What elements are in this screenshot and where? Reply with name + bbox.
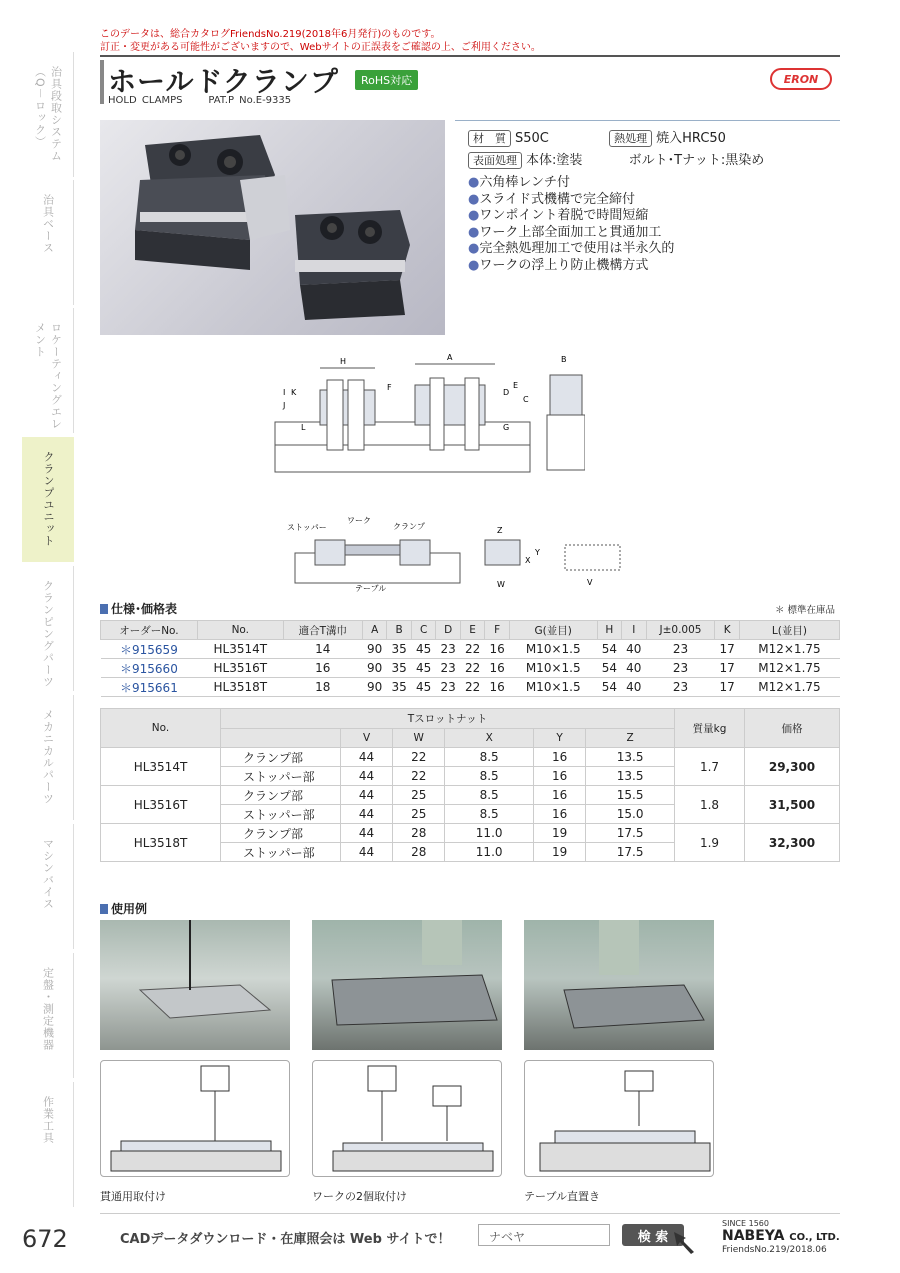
nut-price: 31,500 xyxy=(745,786,840,824)
nut-mass: 1.7 xyxy=(675,748,745,786)
hold-clamp-image xyxy=(100,120,445,335)
spec-cell: 54 xyxy=(597,678,621,697)
spec-cell: 90 xyxy=(362,659,386,678)
sidebar-item-measuring[interactable]: 定盤・測定機器 xyxy=(22,953,74,1078)
nut-sub-header: Y xyxy=(534,729,586,748)
example-photo-3 xyxy=(524,920,714,1050)
spec-cell: 17 xyxy=(715,678,739,697)
notice-line-2: 訂正・変更がある可能性がございますので、Webサイトの正誤表をご確認の上、ご利用ください。 xyxy=(100,42,541,53)
spec-table-header: K xyxy=(715,621,739,640)
spec-cell: 23 xyxy=(646,659,715,678)
nut-dim-cell: 11.0 xyxy=(445,843,534,862)
example-diagram-3 xyxy=(524,1060,714,1177)
cad-download-text: CADデータダウンロード・在庫照会は Web サイトで！ xyxy=(120,1232,451,1247)
spec-cell: 40 xyxy=(622,678,646,697)
spec-table-title: 仕様･価格表 xyxy=(100,600,177,617)
dim-label-j: J xyxy=(283,401,286,410)
label-work: ワーク xyxy=(347,516,371,525)
spec-cell: 45 xyxy=(411,640,435,659)
dim-label-g: G xyxy=(503,423,510,432)
nut-dim-cell: 15.0 xyxy=(586,805,675,824)
spec-table xyxy=(100,620,840,697)
spec-table-header: G(並目) xyxy=(509,621,597,640)
spec-cell: 23 xyxy=(646,640,715,659)
page-title: ホールドクランプ xyxy=(108,65,339,98)
nut-dim-cell: 16 xyxy=(534,767,586,786)
title-top-rule xyxy=(100,55,840,57)
dimension-drawing xyxy=(265,350,585,485)
feature-item: ●スライド式機構で完全締付 xyxy=(468,191,635,207)
spec-table-row xyxy=(101,640,840,659)
order-no-link[interactable]: ＊915660 xyxy=(101,659,198,678)
nut-sub-header: V xyxy=(341,729,393,748)
nut-part-name: ストッパー部 xyxy=(221,805,341,824)
spec-cell: 45 xyxy=(411,678,435,697)
nut-model-no: HL3518T xyxy=(101,824,221,862)
heat-value: 焼入HRC50 xyxy=(656,131,726,146)
dim-label-i: I xyxy=(283,388,286,397)
spec-table-row xyxy=(101,678,840,697)
dim-label-a: A xyxy=(447,353,453,362)
caption-3: テーブル直置き xyxy=(524,1190,601,1203)
nut-dim-cell: 44 xyxy=(341,767,393,786)
th-part-blank xyxy=(221,729,341,748)
material-label: 材 質 xyxy=(468,130,511,147)
nut-dim-cell: 11.0 xyxy=(445,824,534,843)
spec-table-header: H xyxy=(597,621,621,640)
spec-cell: 16 xyxy=(485,659,509,678)
nut-table-row xyxy=(101,786,840,805)
nut-dim-cell: 15.5 xyxy=(586,786,675,805)
company-suffix: CO., LTD. xyxy=(789,1232,840,1243)
feature-item: ●完全熱処理加工で使用は半永久的 xyxy=(468,241,675,256)
spec-cell: M12×1.75 xyxy=(739,659,839,678)
sidebar-item-jig-base[interactable]: 治具ベース xyxy=(22,180,74,305)
subtitle-en: HOLD CLAMPS xyxy=(108,95,183,106)
th-mass: 質量kg xyxy=(675,709,745,748)
spec-block xyxy=(468,128,764,172)
examples-title: 使用例 xyxy=(100,900,147,917)
dim-label-b: B xyxy=(561,355,567,364)
nut-dim-cell: 17.5 xyxy=(586,824,675,843)
stock-note: ＊ 標準在庫品 xyxy=(775,605,836,616)
surface-value-2: ボルト･Tナット:黒染め xyxy=(628,153,765,168)
nut-dim-cell: 22 xyxy=(393,767,445,786)
spec-cell: 16 xyxy=(485,678,509,697)
spec-table-header: L(並目) xyxy=(739,621,839,640)
heat-label: 熱処理 xyxy=(609,130,652,147)
dim-label-c: C xyxy=(523,395,529,404)
nut-part-name: クランプ部 xyxy=(221,748,341,767)
sidebar-item-mechanical[interactable]: メカニカルパーツ xyxy=(22,695,74,820)
caption-1: 貫通用取付け xyxy=(100,1190,166,1203)
spec-cell: M12×1.75 xyxy=(739,678,839,697)
spec-table-header: E xyxy=(460,621,484,640)
dim-label-h: H xyxy=(340,357,347,366)
eron-logo: ERON xyxy=(770,68,832,90)
nut-dim-cell: 13.5 xyxy=(586,748,675,767)
dim-label-e: E xyxy=(513,381,519,390)
dim-label-z: Z xyxy=(497,526,503,535)
spec-cell: M12×1.75 xyxy=(739,640,839,659)
label-table: テーブル xyxy=(355,584,387,593)
spec-table-row xyxy=(101,659,840,678)
nut-dim-cell: 17.5 xyxy=(586,843,675,862)
spec-divider xyxy=(455,120,840,121)
caption-2: ワークの2個取付け xyxy=(312,1190,407,1203)
label-clamp: クランプ xyxy=(393,522,425,531)
example-photo-2 xyxy=(312,920,502,1050)
rohs-badge: RoHS対応 xyxy=(355,70,418,90)
spec-cell: HL3514T xyxy=(197,640,283,659)
dim-label-d: D xyxy=(503,388,510,397)
spec-cell: 54 xyxy=(597,659,621,678)
dim-label-y: Y xyxy=(535,548,540,557)
sidebar-item-clamping-parts[interactable]: クランピングパーツ xyxy=(22,566,74,691)
patent-no: PAT.P No.E-9335 xyxy=(208,95,292,106)
spec-cell: 90 xyxy=(362,678,386,697)
th-no: No. xyxy=(101,709,221,748)
spec-table-header: オーダーNo. xyxy=(101,621,198,640)
nut-sub-header: Z xyxy=(586,729,675,748)
nut-part-name: クランプ部 xyxy=(221,786,341,805)
spec-cell: 23 xyxy=(436,659,460,678)
spec-cell: 14 xyxy=(283,640,362,659)
dim-label-k: K xyxy=(291,388,297,397)
spec-table-header: J±0.005 xyxy=(646,621,715,640)
spec-cell: 17 xyxy=(715,640,739,659)
spec-table-header: No. xyxy=(197,621,283,640)
company-block xyxy=(722,1218,840,1256)
th-price: 価格 xyxy=(745,709,840,748)
nut-dim-cell: 44 xyxy=(341,824,393,843)
spec-cell: 23 xyxy=(436,640,460,659)
sidebar-item-vise[interactable]: マシンバイス xyxy=(22,824,74,949)
spec-table-header: C xyxy=(411,621,435,640)
spec-table-header: I xyxy=(622,621,646,640)
nut-dim-cell: 44 xyxy=(341,748,393,767)
spec-cell: 90 xyxy=(362,640,386,659)
spec-table-header: F xyxy=(485,621,509,640)
nut-dim-cell: 28 xyxy=(393,824,445,843)
page-number: 672 xyxy=(22,1225,68,1253)
dim-label-w: W xyxy=(497,580,505,589)
spec-table-header: A xyxy=(362,621,386,640)
nut-mass: 1.8 xyxy=(675,786,745,824)
spec-cell: M10×1.5 xyxy=(509,678,597,697)
spec-cell: 40 xyxy=(622,659,646,678)
spec-cell: HL3516T xyxy=(197,659,283,678)
nut-model-no: HL3514T xyxy=(101,748,221,786)
nut-table-row xyxy=(101,824,840,843)
spec-cell: 35 xyxy=(387,678,411,697)
nut-part-name: クランプ部 xyxy=(221,824,341,843)
order-no-link[interactable]: ＊915659 xyxy=(101,640,198,659)
footer-rule xyxy=(100,1213,840,1214)
spec-cell: 35 xyxy=(387,640,411,659)
search-button-label: 検 索 xyxy=(637,1229,669,1245)
dim-label-v: V xyxy=(587,578,593,587)
friends-no: FriendsNo.219/2018.06 xyxy=(722,1245,827,1255)
dim-label-f: F xyxy=(387,383,392,392)
nut-dim-cell: 28 xyxy=(393,843,445,862)
spec-cell: 54 xyxy=(597,640,621,659)
spec-cell: 22 xyxy=(460,678,484,697)
spec-cell: M10×1.5 xyxy=(509,659,597,678)
spec-cell: 22 xyxy=(460,659,484,678)
example-diagram-1 xyxy=(100,1060,290,1177)
spec-table-header: B xyxy=(387,621,411,640)
nut-dim-cell: 22 xyxy=(393,748,445,767)
product-photo xyxy=(100,120,445,335)
nut-part-name: ストッパー部 xyxy=(221,767,341,786)
nut-dim-cell: 44 xyxy=(341,843,393,862)
nut-dim-cell: 13.5 xyxy=(586,767,675,786)
dim-label-x: X xyxy=(525,556,531,565)
since-text: SINCE 1560 xyxy=(722,1219,769,1228)
feature-list xyxy=(468,175,674,274)
surface-label: 表面処理 xyxy=(468,152,522,169)
feature-item: ●六角棒レンチ付 xyxy=(468,175,571,190)
nut-dim-cell: 25 xyxy=(393,786,445,805)
nut-dim-cell: 8.5 xyxy=(445,767,534,786)
sidebar-item-q-lock[interactable]: 治具段取システム（Q－ロック） xyxy=(22,52,74,177)
spec-cell: 17 xyxy=(715,659,739,678)
spec-cell: 16 xyxy=(283,659,362,678)
usage-diagram xyxy=(285,515,630,595)
spec-cell: M10×1.5 xyxy=(509,640,597,659)
feature-item: ●ワンポイント着脱で時間短縮 xyxy=(468,208,649,223)
notice xyxy=(100,28,541,54)
nut-dim-cell: 44 xyxy=(341,786,393,805)
nut-dim-cell: 16 xyxy=(534,786,586,805)
nut-price: 29,300 xyxy=(745,748,840,786)
example-diagram-2 xyxy=(312,1060,502,1177)
nut-part-name: ストッパー部 xyxy=(221,843,341,862)
spec-cell: 45 xyxy=(411,659,435,678)
spec-cell: 35 xyxy=(387,659,411,678)
nut-price-table xyxy=(100,708,840,862)
nut-dim-cell: 19 xyxy=(534,843,586,862)
nut-dim-cell: 19 xyxy=(534,824,586,843)
notice-line-1: このデータは、総合カタログFriendsNo.219(2018年6月発行)のものです。 xyxy=(100,29,441,40)
nut-dim-cell: 25 xyxy=(393,805,445,824)
nut-dim-cell: 8.5 xyxy=(445,805,534,824)
spec-table-header: D xyxy=(436,621,460,640)
nut-price: 32,300 xyxy=(745,824,840,862)
spec-cell: 23 xyxy=(436,678,460,697)
nut-mass: 1.9 xyxy=(675,824,745,862)
nut-dim-cell: 16 xyxy=(534,748,586,767)
cursor-arrow-icon xyxy=(672,1230,700,1254)
th-tslot: Tスロットナット xyxy=(221,709,675,729)
spec-cell: 18 xyxy=(283,678,362,697)
company-name: NABEYA xyxy=(722,1228,785,1244)
spec-cell: HL3518T xyxy=(197,678,283,697)
spec-cell: 40 xyxy=(622,640,646,659)
spec-table-header: 適合T溝巾 xyxy=(283,621,362,640)
spec-cell: 16 xyxy=(485,640,509,659)
sidebar-item-clamp-unit[interactable]: クランプユニット xyxy=(22,437,74,562)
nut-model-no: HL3516T xyxy=(101,786,221,824)
spec-cell: 23 xyxy=(646,678,715,697)
nut-sub-header: W xyxy=(393,729,445,748)
spec-cell: 22 xyxy=(460,640,484,659)
nut-dim-cell: 44 xyxy=(341,805,393,824)
nut-dim-cell: 8.5 xyxy=(445,748,534,767)
search-input[interactable]: ナベヤ xyxy=(478,1224,610,1246)
feature-item: ●ワーク上部全面加工と貫通加工 xyxy=(468,224,662,240)
nut-dim-cell: 8.5 xyxy=(445,786,534,805)
nut-sub-header: X xyxy=(445,729,534,748)
dim-label-l: L xyxy=(301,423,306,432)
title-side-rule xyxy=(100,60,104,104)
page-subtitle xyxy=(108,95,291,106)
order-no-link[interactable]: ＊915661 xyxy=(101,678,198,697)
material-value: S50C xyxy=(515,131,549,146)
nut-table-row xyxy=(101,748,840,767)
nut-dim-cell: 16 xyxy=(534,805,586,824)
sidebar-item-locating[interactable]: ロケーティングエレメント xyxy=(22,308,74,433)
label-stopper: ストッパー xyxy=(287,523,327,532)
sidebar-item-tools[interactable]: 作業工具 xyxy=(22,1082,74,1207)
feature-item: ●ワークの浮上り防止機構方式 xyxy=(468,257,649,273)
example-photo-1 xyxy=(100,920,290,1050)
surface-value: 本体:塗装 xyxy=(526,153,583,168)
